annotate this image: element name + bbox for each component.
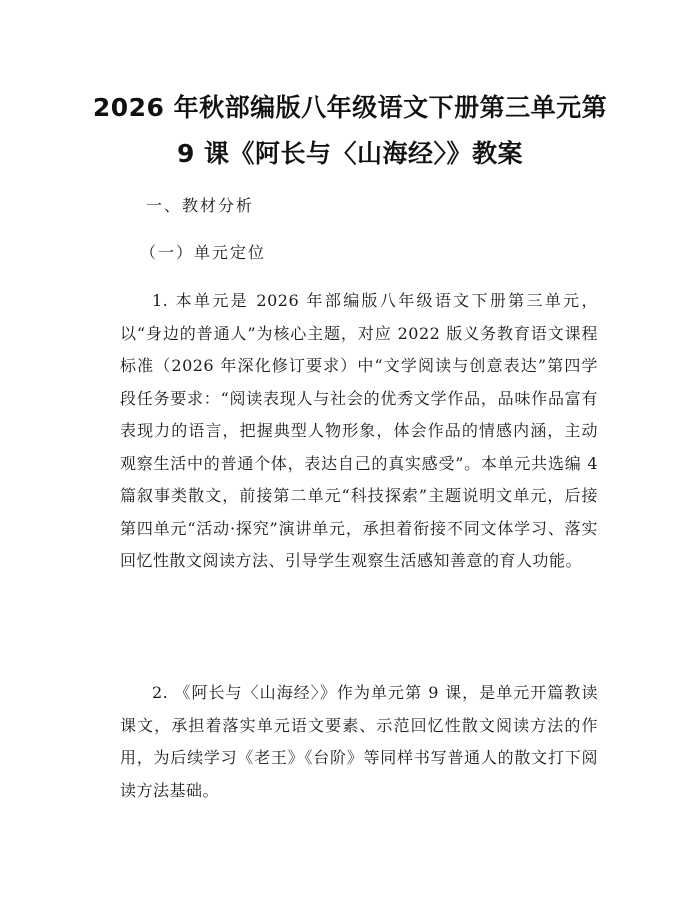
paragraph-unit-positioning: 1. 本单元是 2026 年部编版八年级语文下册第三单元，以“身边的普通人”为核心主题，对应 2022 版义务教育语文课程标准（2026 年深化修订要求）中“文学阅读与创意表达”第四学段任务要求：“阅读表现人与社会的优秀文学作品，品味作品富有表现力的语言，把握典型人物形象，体会作品的情感内涵，主动观察生活中的普通个体，表达自己的真实感受”。本单元共选编 4 篇叙事类散文，前接第二单元“科技探索”主题说明文单元，后接第四单元“活动·探究”演讲单元，承担着衔接不同文体学习、落实回忆性散文阅读方法、引导学生观察生活感知善意的育人功能。 [120, 291, 598, 570]
document-title-line-1: 2026 年秋部编版八年级语文下册第三单元第 [92, 93, 608, 122]
subsection-heading: （一）单元定位 [140, 243, 267, 262]
section-heading: 一、教材分析 [146, 196, 255, 215]
paragraph-lesson-role: 2. 《阿长与〈山海经〉》作为单元第 9 课，是单元开篇教读课文，承担着落实单元语文要素、示范回忆性散文阅读方法的作用，为后续学习《老王》《台阶》等同样书写普通人的散文打下阅读方法基础。 [120, 683, 598, 800]
document-title-line-2: 9 课《阿长与〈山海经〉》教案 [176, 139, 524, 168]
